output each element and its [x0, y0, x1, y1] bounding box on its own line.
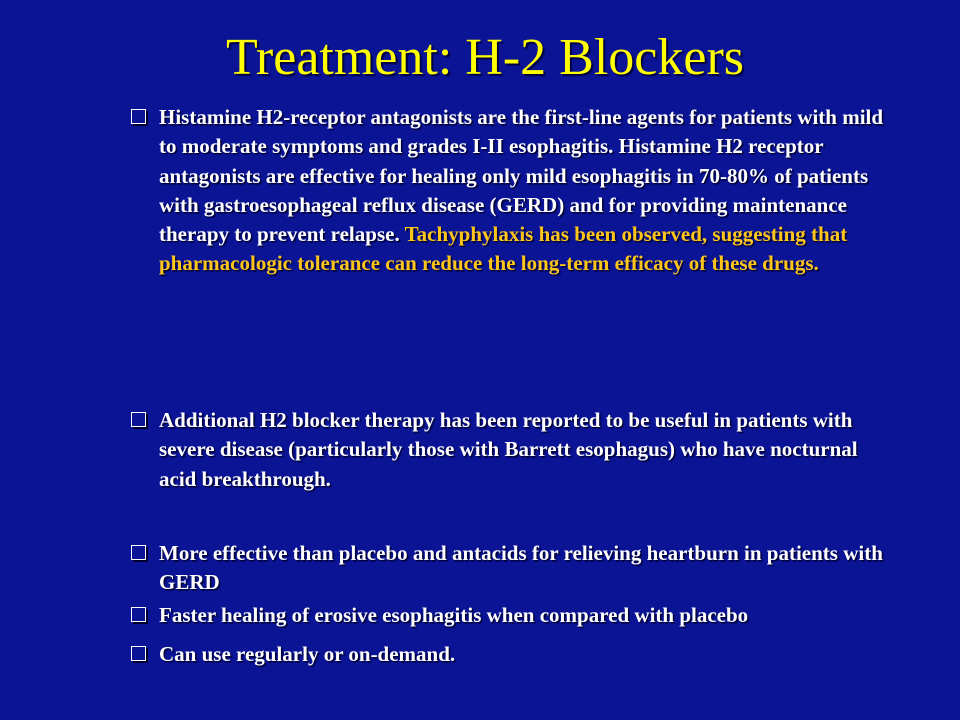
bullet-text: Can use regularly or on-demand. [159, 642, 456, 666]
bullet-item-h2-first-line [131, 103, 899, 279]
bullet-item-more-effective [131, 539, 899, 598]
bullet-item-faster-healing [131, 601, 899, 630]
checkbox-bullet-icon [131, 412, 146, 427]
bullet-text: Histamine H2-receptor antagonists are the first-line agents for patients with mild to moderate symptoms and grades I-II esophagitis. Histamine H2 receptor antagonists are effective for healing only mild esophagitis in 70-80% of patients with gastroesophageal reflux disease (GERD) and for providing maintenance therapy to prevent relapse. [159, 105, 884, 247]
checkbox-bullet-icon [131, 646, 146, 661]
bullet-text: Additional H2 blocker therapy has been reported to be useful in patients with severe disease (particularly those with Barrett esophagus) who have nocturnal acid breakthrough. [159, 408, 858, 491]
checkbox-bullet-icon [131, 545, 146, 560]
checkbox-bullet-icon [131, 109, 146, 124]
bullet-item-on-demand [131, 640, 899, 669]
bullet-item-additional-therapy [131, 406, 899, 494]
bullet-highlight-text: Tachyphylaxis has been observed, suggesting that pharmacologic tolerance can reduce the long-term efficacy of these drugs. [159, 222, 848, 276]
checkbox-bullet-icon [131, 607, 146, 622]
slide-title: Treatment: H-2 Blockers [226, 29, 744, 86]
bullet-text: More effective than placebo and antacids for relieving heartburn in patients with GERD [159, 541, 883, 595]
bullet-text: Faster healing of erosive esophagitis when compared with placebo [159, 603, 749, 627]
